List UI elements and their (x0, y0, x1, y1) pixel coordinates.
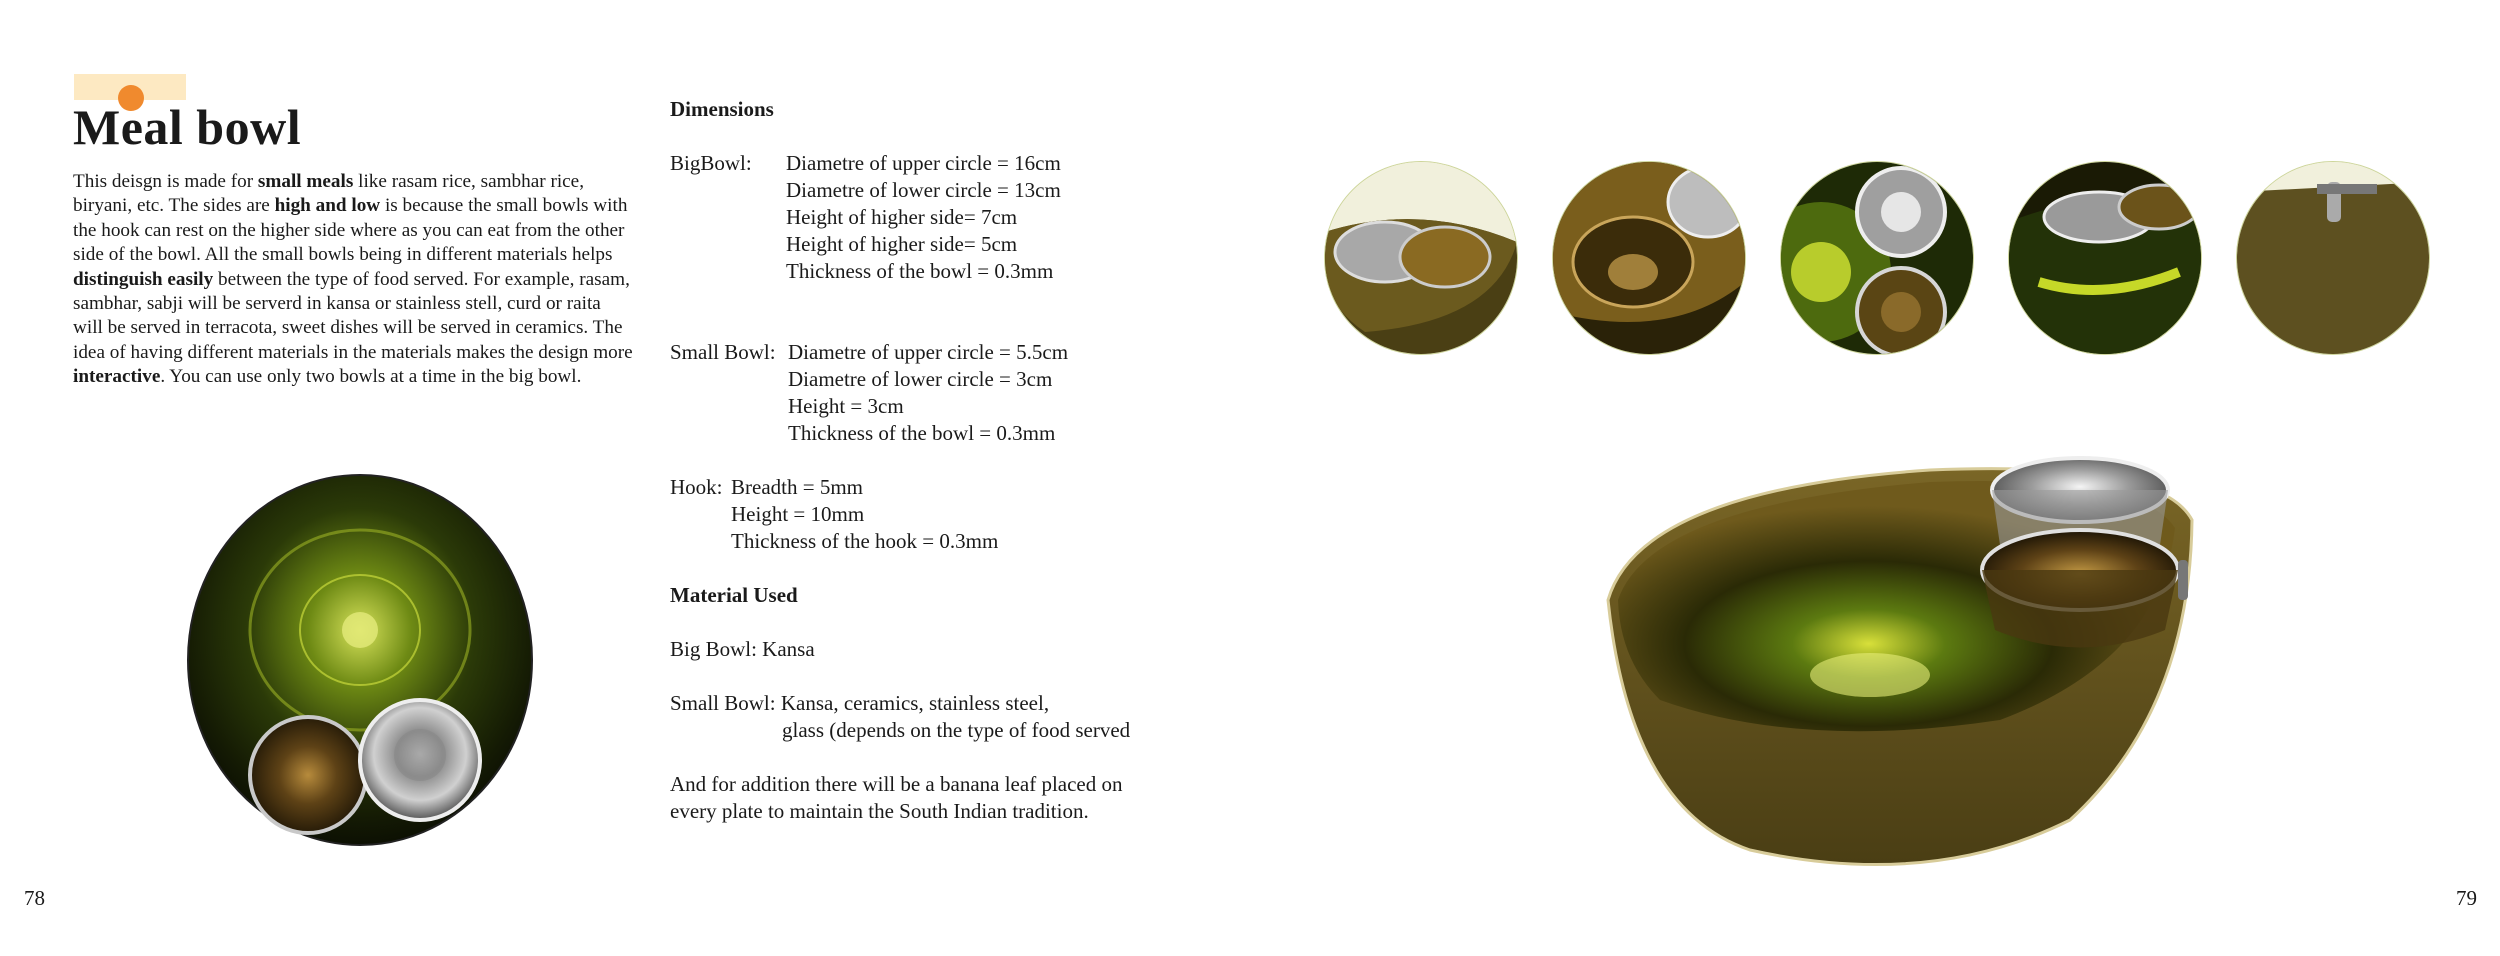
page-number-right: 79 (2456, 886, 2477, 910)
intro-text: This deisgn is made for (73, 171, 258, 192)
material-heading: Material Used (670, 583, 798, 607)
big-bowl-spec-line: Height of higher side= 5cm (786, 232, 1018, 256)
big-bowl-label: BigBowl: (670, 151, 752, 175)
intro-text: . You can use only two bowls at a time in the big bowl. (160, 366, 582, 388)
small-bowl-spec-line: Height = 3cm (788, 394, 904, 418)
small-bowl-spec-line: Diametre of upper circle = 5.5cm (788, 340, 1069, 364)
small-bowl-label: Small Bowl: (670, 340, 776, 364)
hook-specs (731, 474, 998, 555)
intro-emphasis: high and low (274, 195, 381, 217)
small-bowl-material: Small Bowl: Kansa, ceramics, stainless steel, (670, 691, 1050, 715)
bowl-top-closeup-icon (1552, 161, 1746, 355)
hook-spec-line: Height = 10mm (731, 502, 865, 526)
page-title: Meal bowl (73, 99, 302, 155)
bowl-rim-view-icon (2008, 161, 2202, 355)
bowl-top-view-render (180, 470, 540, 850)
small-bowl-spec-line: Thickness of the bowl = 0.3mm (788, 421, 1056, 445)
addition-note-cont: every plate to maintain the South Indian tradition. (670, 799, 1089, 823)
big-bowl-spec-line: Height of higher side= 7cm (786, 205, 1018, 229)
hook-spec-line: Thickness of the hook = 0.3mm (731, 529, 999, 553)
big-bowl-material: Big Bowl: Kansa (670, 637, 815, 661)
addition-note: And for addition there will be a banana leaf placed on (670, 772, 1123, 796)
intro-text: like rasam rice, sambhar rice, biryani, etc. The sides are (73, 171, 584, 217)
hook-label: Hook: (670, 475, 723, 499)
page-number-left: 78 (24, 886, 45, 910)
big-bowl-spec-line: Diametre of lower circle = 13cm (786, 178, 1061, 202)
intro-emphasis: small meals (257, 171, 354, 192)
intro-text: between the type of food served. For example, rasam, sambhar, sabji will be serverd in kansa or stainless stell, curd or raita will be served in terracota, sweet dishes will be served in ceramics. The idea of having different materials in the materials makes the design more (73, 268, 633, 363)
bowl-top-view-icon (1780, 161, 1974, 355)
small-bowl-specs (788, 339, 1068, 447)
bowl-hook-view-icon (2236, 161, 2430, 355)
big-bowl-spec-line: Diametre of upper circle = 16cm (786, 151, 1061, 175)
intro-paragraph (73, 170, 633, 390)
bowl-side-view-icon (1324, 161, 1518, 355)
big-bowl-spec-line: Thickness of the bowl = 0.3mm (786, 259, 1054, 283)
small-bowl-spec-line: Diametre of lower circle = 3cm (788, 367, 1053, 391)
intro-emphasis: interactive (73, 366, 161, 388)
hook-spec-line: Breadth = 5mm (731, 475, 863, 499)
intro-text: is because the small bowls with the hook can rest on the higher side where as you can eat from the other side of the bowl. All the small bowls being in different materials helps (73, 195, 628, 266)
small-bowl-material-cont: glass (depends on the type of food served (782, 718, 1131, 742)
big-bowl-specs (786, 150, 1061, 285)
dimensions-heading: Dimensions (670, 97, 774, 121)
bowl-perspective-render (1600, 450, 2200, 880)
intro-emphasis: distinguish easily (73, 268, 214, 290)
